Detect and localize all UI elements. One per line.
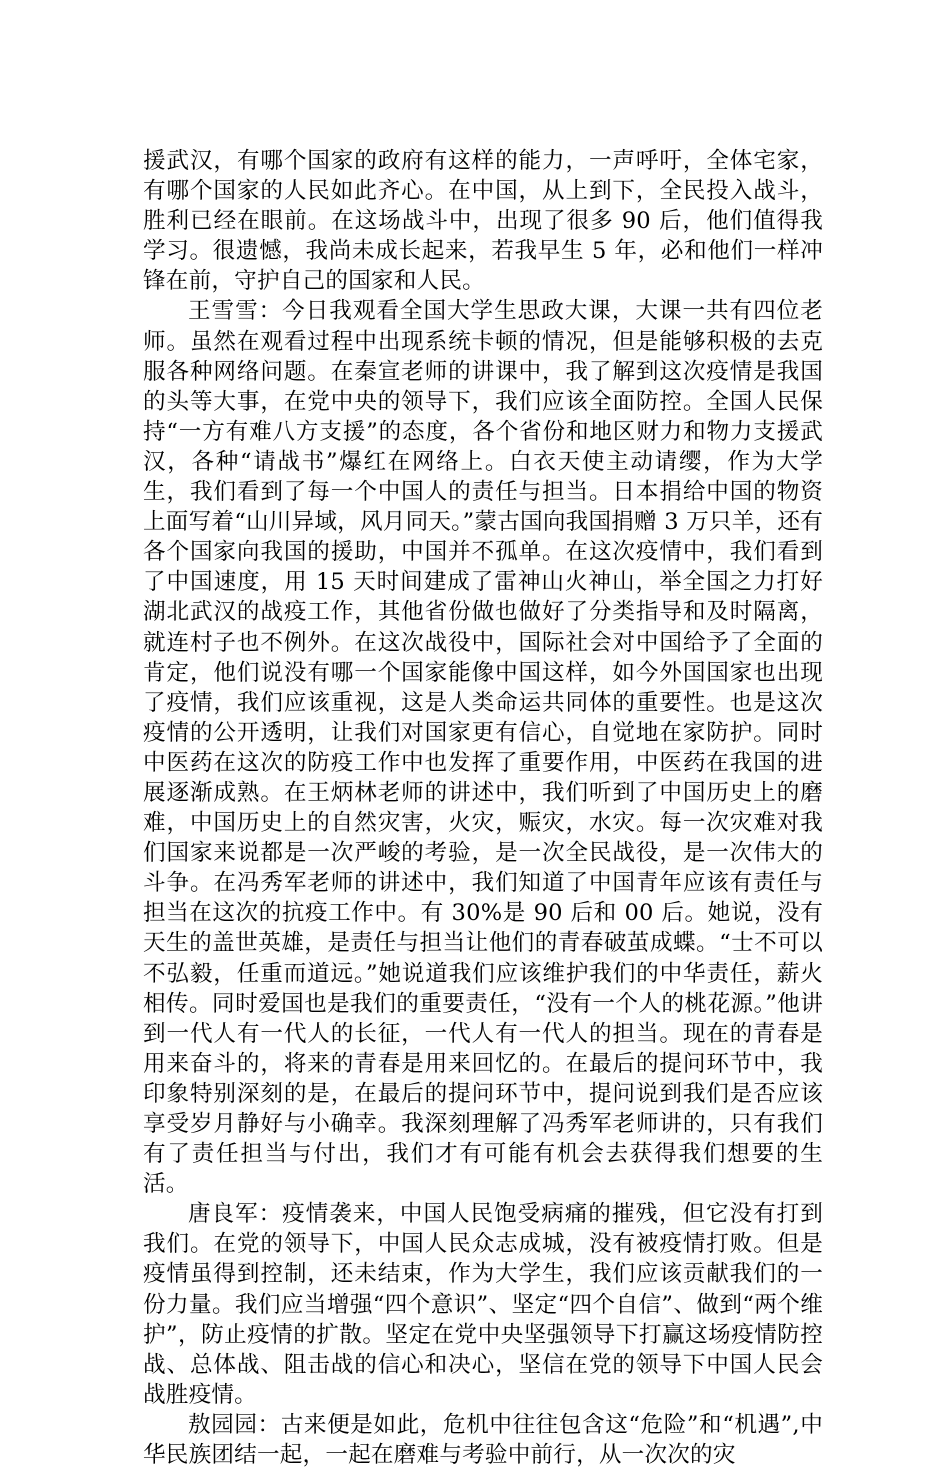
paragraph-wang-xuexue: 王雪雪：今日我观看全国大学生思政大课，大课一共有四位老师。虽然在观看过程中出现系统卡顿的情况，但是能够积极的去克服各种网络问题。在秦宣老师的讲课中，我了解到这次疫情是我国的头等大事，在党中央的领导下，我们应该全面防控。全国人民保持“一方有难八方支援”的态度，各个省份和地区财力和物力支援武汉，各种“请战书”爆红在网络上。白衣天使主动请缨，作为大学生，我们看到了每一个中国人的责任与担当。日本捐给中国的物资上面写着“山川异域，风月同天。”蒙古国向我国捐赠 3 万只羊，还有各个国家向我国的援助，中国并不孤单。在这次疫情中，我们看到了中国速度，用 15 天时间建成了雷神山火神山，举全国之力打好湖北武汉的战疫工作，其他省份做也做好了分类指导和及时隔离，就连村子也不例外。在这次战役中，国际社会对中国给予了全面的肯定，他们说没有哪一个国家能像中国这样，如今外国国家也出现了疫情，我们应该重视，这是人类命运共同体的重要性。也是这次疫情的公开透明，让我们对国家更有信心，自觉地在家防护。同时中医药在这次的防疫工作中也发挥了重要作用，中医药在我国的进展逐渐成熟。在王炳林老师的讲述中，我们听到了中国历史上的磨难，中国历史上的自然灾害，火灾，赈灾，水灾。每一次灾难对我们国家来说都是一次严峻的考验，是一次全民战役，是一次伟大的斗争。在冯秀军老师的讲述中，我们知道了中国青年应该有责任与担当在这次的抗疫工作中。有 30%是 90 后和 00 后。她说，没有天生的盖世英雄，是责任与担当让他们的青春破茧成蝶。“士不可以不弘毅，任重而道远。”她说道我们应该维护我们的中华责任，薪火相传。同时爱国也是我们的重要责任，“没有一个人的桃花源。”他讲到一代人有一代人的长征，一代人有一代人的担当。现在的青春是用来奋斗的，将来的青春是用来回忆的。在最后的提问环节中，我印象特别深刻的是，在最后的提问环节中，提问说到我们是否应该享受岁月静好与小确幸。我深刻理解了冯秀军老师讲的，只有我们有了责任担当与付出，我们才有可能有机会去获得我们想要的生活。 <box>143 298 823 1198</box>
document-page <box>143 146 823 1470</box>
paragraph-tang-liangjun: 唐良军：疫情袭来，中国人民饱受病痛的摧残，但它没有打到我们。在党的领导下，中国人民众志成城，没有被疫情打败。但是疫情虽得到控制，还未结束，作为大学生，我们应该贡献我们的一份力量。我们应当增强“四个意识”、坚定“四个自信”、做到“两个维护”，防止疫情的扩散。坚定在党中央坚强领导下打赢这场疫情防控战、总体战、阻击战的信心和决心，坚信在党的领导下中国人民会战胜疫情。 <box>143 1201 823 1408</box>
paragraph-continuation: 援武汉，有哪个国家的政府有这样的能力，一声呼吁，全体宅家，有哪个国家的人民如此齐心。在中国，从上到下，全民投入战斗，胜利已经在眼前。在这场战斗中，出现了很多 90 后，他们值得我学习。很遗憾，我尚未成长起来，若我早生 5 年，必和他们一样冲锋在前，守护自己的国家和人民。 <box>143 148 823 295</box>
paragraph-ao-yuanyuan: 敖园园：古来便是如此，危机中往往包含这“危险”和“机遇”,中华民族团结一起，一起在磨难与考验中前行，从一次次的灾 <box>143 1411 823 1469</box>
